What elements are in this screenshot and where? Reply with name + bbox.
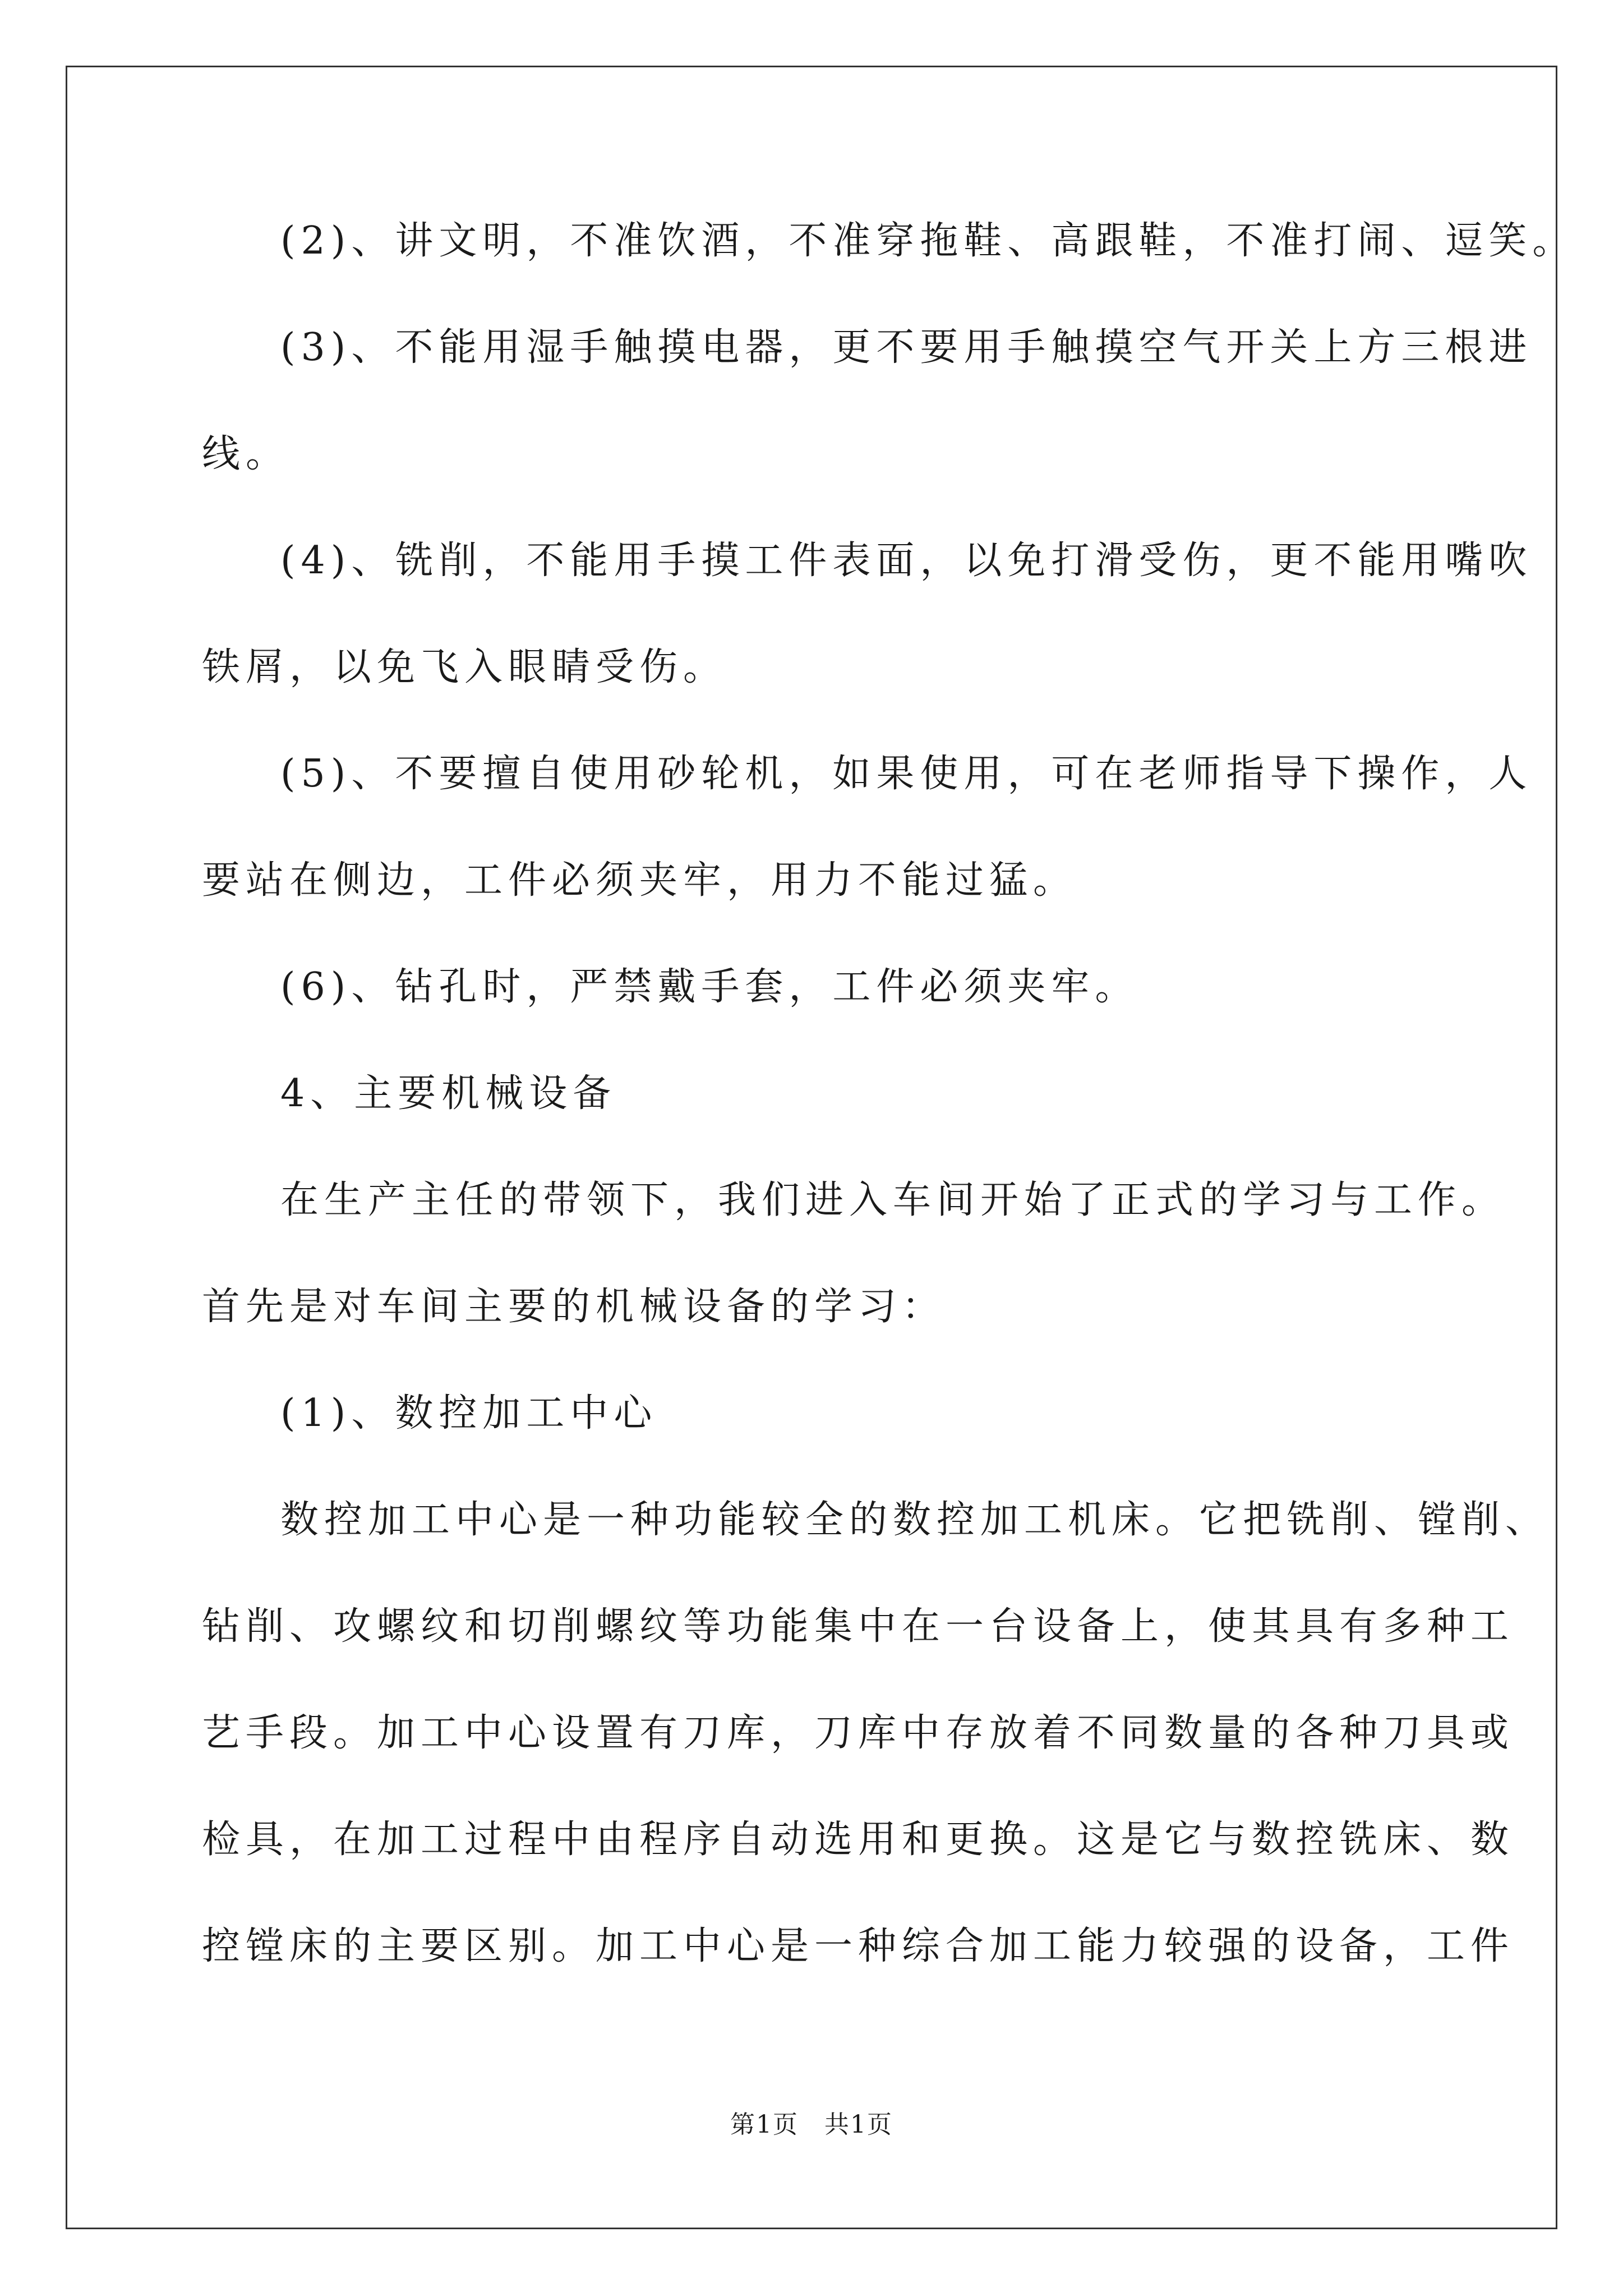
text-line: (6)、钻孔时，严禁戴手套，工件必须夹牢。 <box>280 965 1139 1009</box>
text-line: 要站在侧边，工件必须夹牢，用力不能过猛。 <box>202 858 1077 903</box>
text-line: (5)、不要擅自使用砂轮机，如果使用，可在老师指导下操作，人 <box>280 752 1533 796</box>
text-line: (2)、讲文明，不准饮酒，不准穿拖鞋、高跟鞋，不准打闹、逗笑。 <box>280 219 1576 263</box>
subsection-heading: (1)、数控加工中心 <box>280 1391 658 1435</box>
text-line: (4)、铣削，不能用手摸工件表面，以免打滑受伤，更不能用嘴吹 <box>280 539 1533 583</box>
text-line: 线。 <box>202 432 290 476</box>
text-line: 艺手段。加工中心设置有刀库，刀库中存放着不同数量的各种刀具或 <box>202 1711 1515 1755</box>
text-line: 检具，在加工过程中由程序自动选用和更换。这是它与数控铣床、数 <box>202 1818 1515 1862</box>
text-line: 控镗床的主要区别。加工中心是一种综合加工能力较强的设备，工件 <box>202 1924 1515 1968</box>
page-border <box>66 66 1557 2229</box>
text-line: 铁屑，以免飞入眼睛受伤。 <box>202 645 727 689</box>
page-footer: 第1页 共1页 <box>730 2110 893 2139</box>
text-line: 钻削、攻螺纹和切削螺纹等功能集中在一台设备上，使其具有多种工 <box>202 1604 1515 1649</box>
text-line: 首先是对车间主要的机械设备的学习： <box>202 1285 946 1329</box>
text-line: 在生产主任的带领下，我们进入车间开始了正式的学习与工作。 <box>280 1178 1506 1222</box>
text-line: 数控加工中心是一种功能较全的数控加工机床。它把铣削、镗削、 <box>280 1498 1550 1542</box>
section-heading: 4、主要机械设备 <box>280 1071 617 1116</box>
text-line: (3)、不能用湿手触摸电器，更不要用手触摸空气开关上方三根进 <box>280 325 1533 370</box>
